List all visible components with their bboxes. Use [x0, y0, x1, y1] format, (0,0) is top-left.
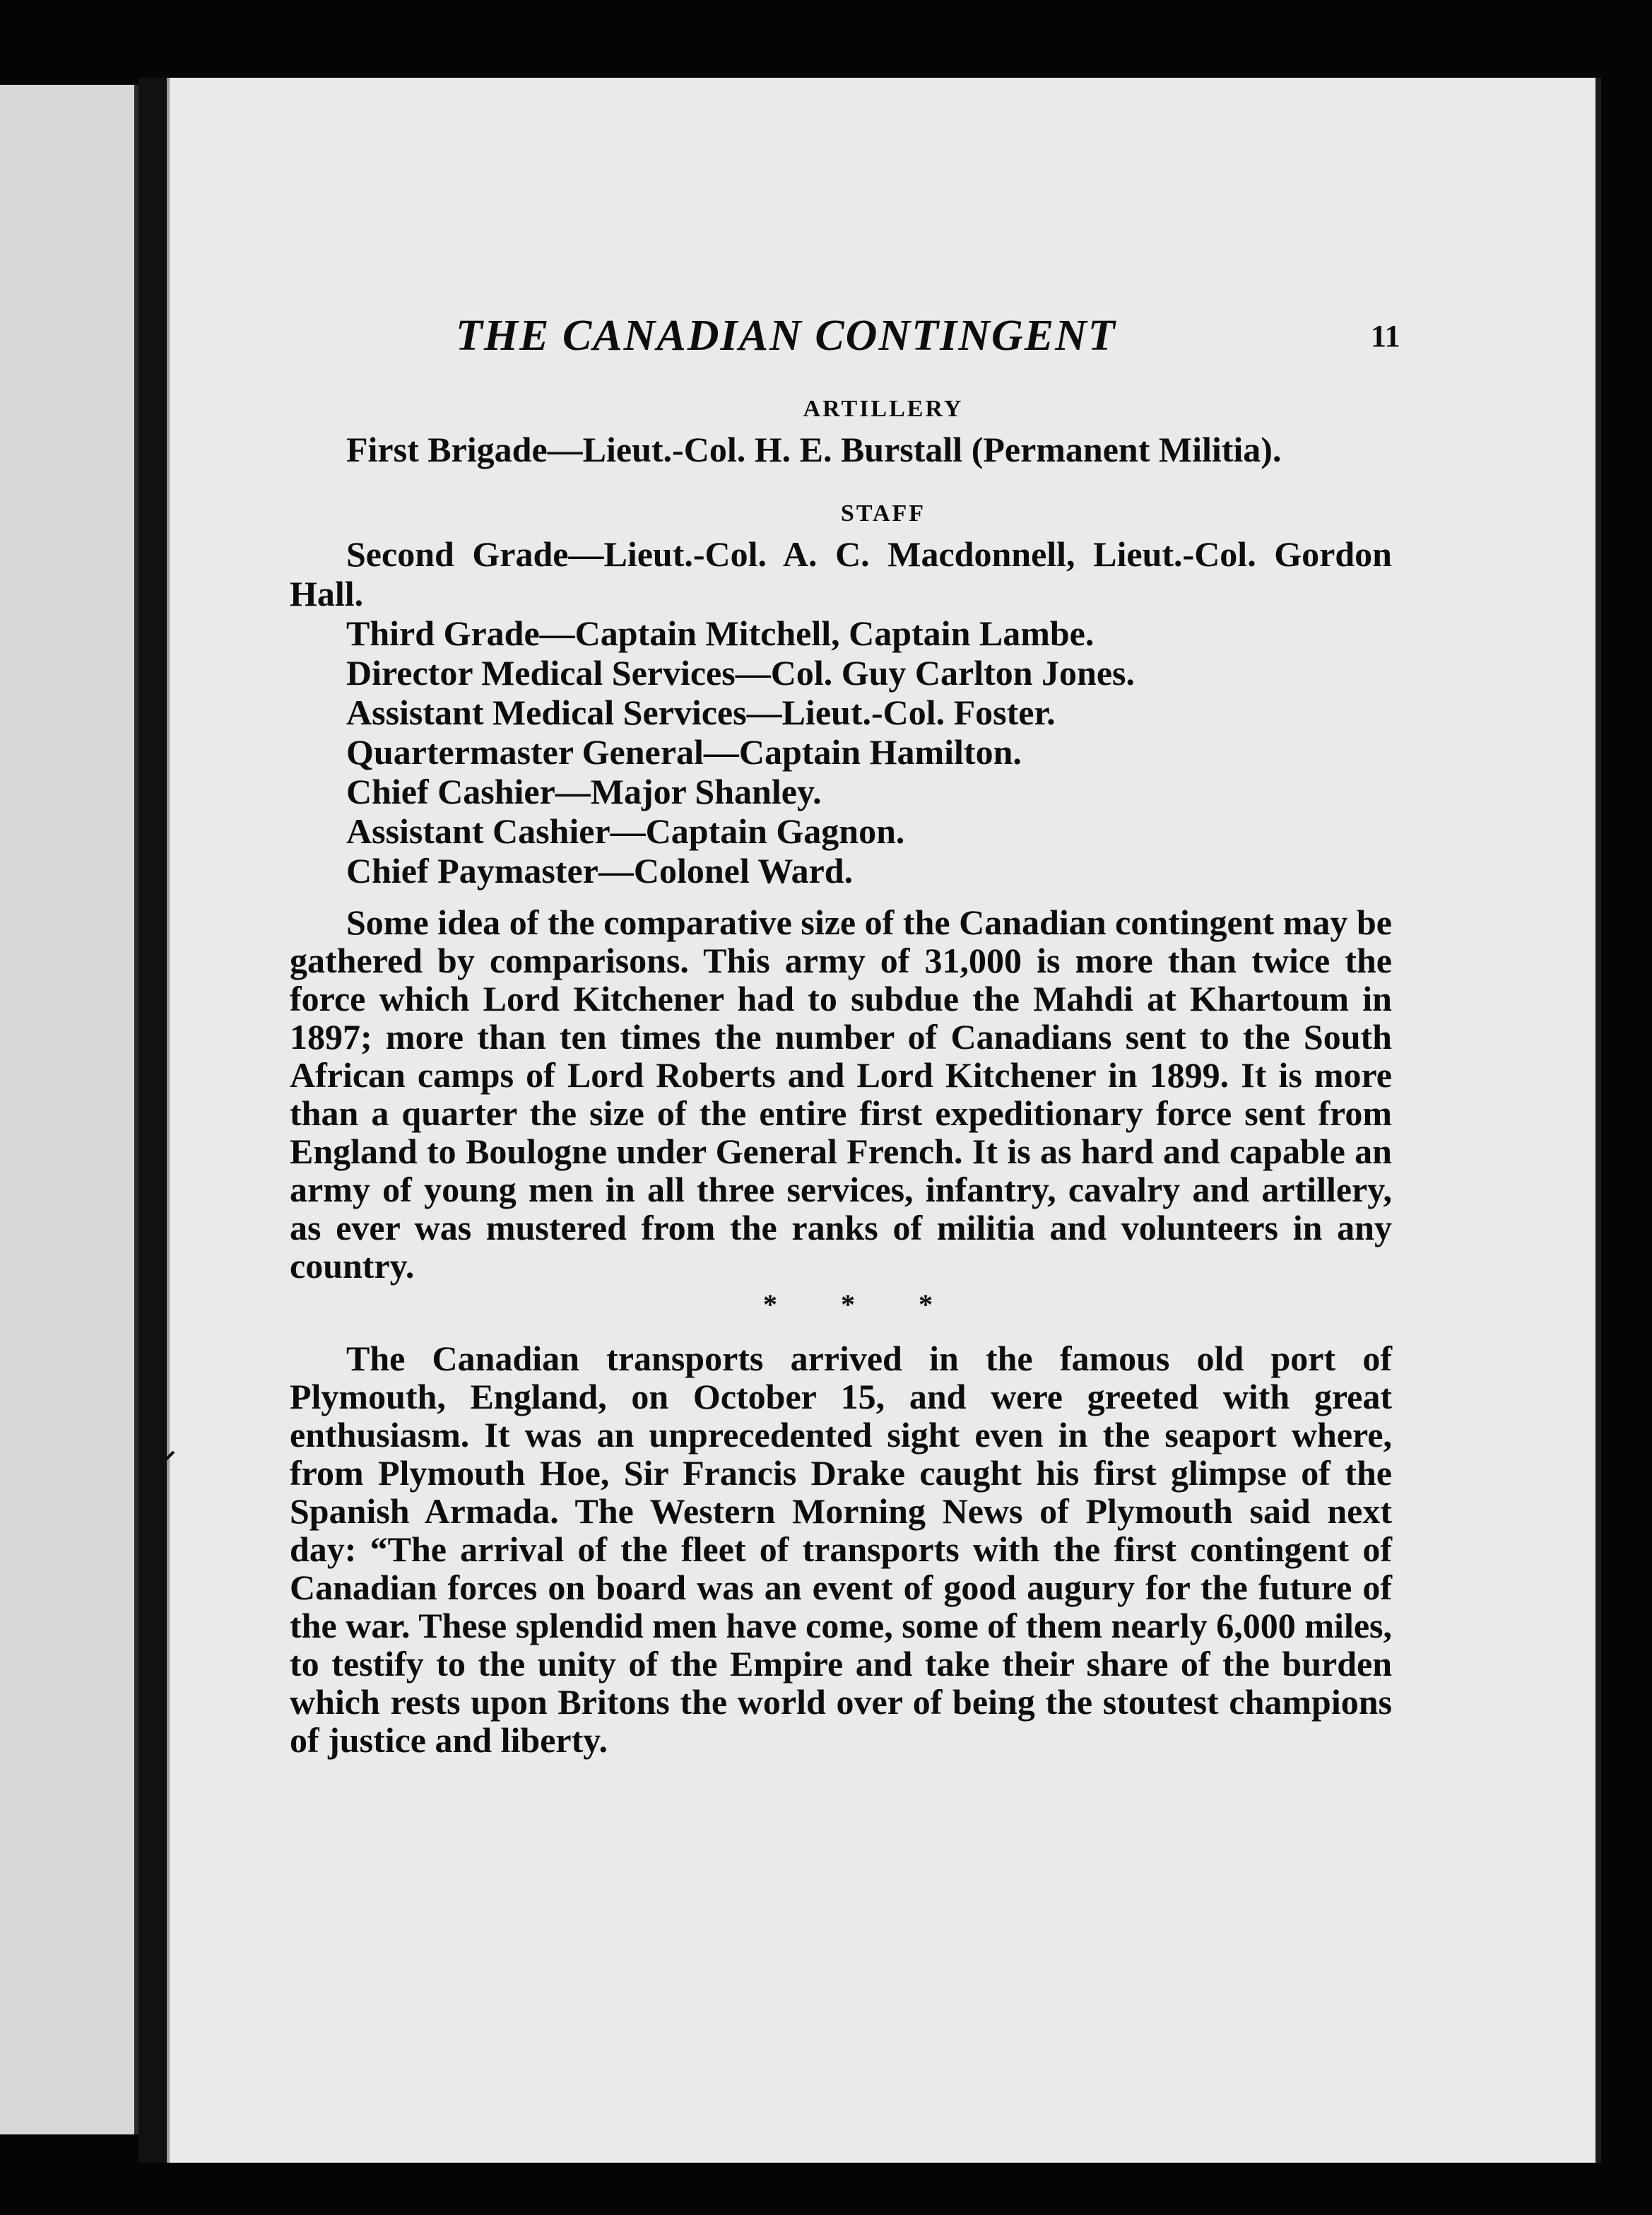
- staff-list: [290, 534, 1392, 891]
- staff-item: Quartermaster General—Captain Hamilton.: [346, 732, 1022, 772]
- section-separator: * * *: [763, 1288, 961, 1320]
- artillery-heading: ARTILLERY: [803, 396, 964, 422]
- staff-item: Director Medical Services—Col. Guy Carlton Jones.: [346, 653, 1135, 693]
- artillery-entry: First Brigade—Lieut.-Col. H. E. Burstall (Permanent Militia).: [346, 430, 1282, 469]
- staff-item: Second Grade—Lieut.-Col. A. C. Macdonnell, Lieut.-Col. Gordon Hall.: [290, 534, 1392, 613]
- paragraph-comparisons: Some idea of the comparative size of the Canadian contingent may be gathered by comparisons. This army of 31,000 is more than twice the force which Lord Kitchener had to subdue the Mahdi at Khartoum in 1897; more than ten times the number of Canadians sent to the South African camps of Lord Roberts and Lord Kitchener in 1899. It is more than a quarter the size of the entire first expeditionary force sent from England to Boulogne under General French. It is as hard and capable an army of young men in all three services, infantry, cavalry and artillery, as ever was mustered from the ranks of militia and volunteers in any country.: [290, 903, 1392, 1286]
- page-content: [290, 311, 1400, 1760]
- running-head: [290, 311, 1400, 389]
- running-title: THE CANADIAN CONTINGENT: [456, 312, 1116, 360]
- staff-item: Chief Paymaster—Colonel Ward.: [346, 851, 854, 891]
- staff-item: Third Grade—Captain Mitchell, Captain Lambe.: [346, 613, 1095, 653]
- book-page: [167, 78, 1601, 2163]
- paragraph-plymouth-arrival: The Canadian transports arrived in the famous old port of Plymouth, England, on October 15, and were greeted with great enthusiasm. It was an unprecedented sight even in the seaport where, from Plymouth Hoe, Sir Francis Drake caught his first glimpse of the Spanish Armada. The Western Morning News of Plymouth said next day: “The arrival of the fleet of transports with the first contingent of Canadian forces on board was an event of good augury for the future of the war. These splendid men have come, some of them nearly 6,000 miles, to testify to the unity of the Empire and take their share of the burden which rests upon Britons the world over of being the stoutest champions of justice and liberty.: [290, 1339, 1392, 1760]
- staff-heading: STAFF: [840, 500, 926, 527]
- book-gutter: [138, 78, 167, 2163]
- page-number: 11: [1371, 319, 1400, 353]
- facing-page-edge: [0, 85, 138, 2134]
- staff-item: Assistant Medical Services—Lieut.-Col. Foster.: [346, 693, 1056, 732]
- staff-item: Assistant Cashier—Captain Gagnon.: [346, 811, 905, 851]
- staff-item: Chief Cashier—Major Shanley.: [346, 772, 822, 811]
